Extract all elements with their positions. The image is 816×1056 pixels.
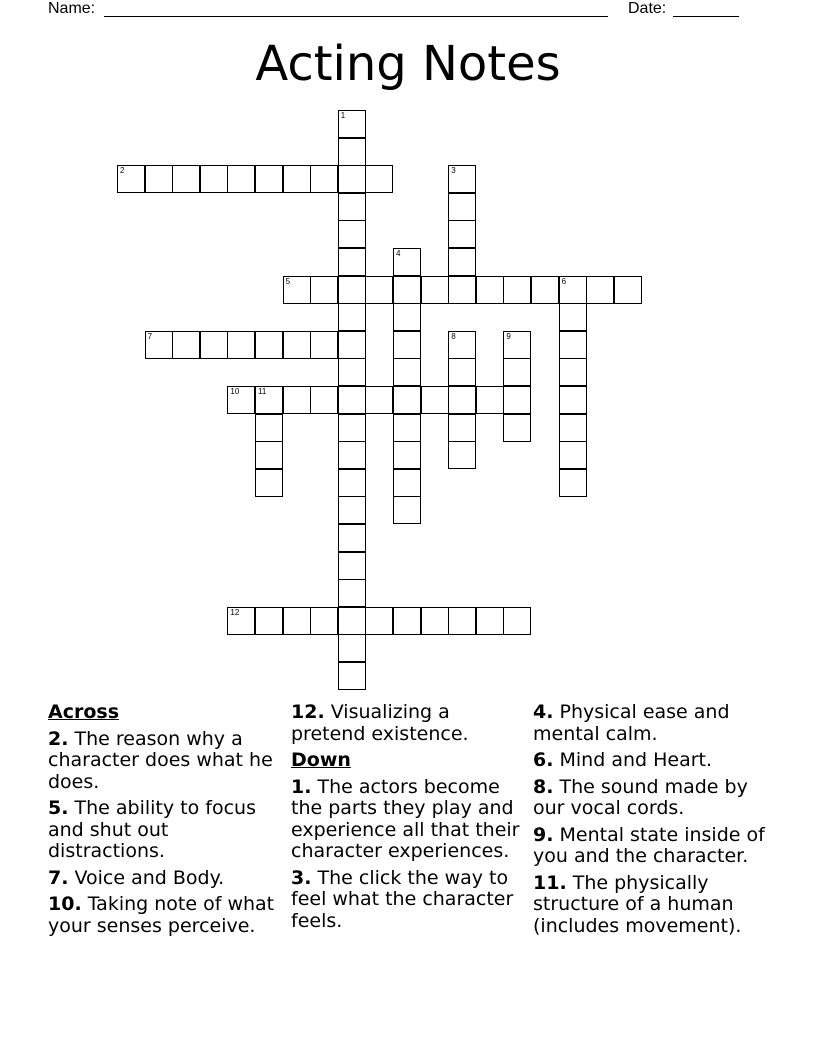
grid-cell[interactable]: [476, 607, 504, 635]
grid-cell[interactable]: [393, 441, 421, 469]
date-label: Date:: [628, 0, 667, 17]
grid-cell[interactable]: [283, 607, 311, 635]
grid-cell[interactable]: [586, 276, 614, 304]
name-label: Name:: [48, 0, 96, 17]
down-heading: Down: [291, 749, 351, 771]
grid-cell[interactable]: [476, 276, 504, 304]
grid-cell[interactable]: [503, 414, 531, 442]
clue-down-3: 3. The click the way to feel what the character feels.: [291, 866, 514, 932]
grid-cell[interactable]: [172, 165, 200, 193]
clue-across-10: 10. Taking note of what your senses perceive.: [48, 893, 275, 937]
grid-cell[interactable]: [338, 165, 366, 193]
across-heading: Across: [48, 701, 120, 723]
grid-cell[interactable]: [393, 248, 421, 276]
grid-cell[interactable]: [338, 441, 366, 469]
grid-cell[interactable]: [559, 469, 587, 497]
grid-cell[interactable]: [283, 165, 311, 193]
clue-down-8: 8. The sound made by our vocal cords.: [533, 775, 748, 819]
grid-cell[interactable]: [503, 276, 531, 304]
grid-cell[interactable]: [476, 386, 504, 414]
cell-number: 1: [340, 111, 346, 120]
grid-cell[interactable]: [503, 386, 531, 414]
clue-across-5: 5. The ability to focus and shut out distractions.: [48, 797, 256, 862]
grid-cell[interactable]: [559, 276, 587, 304]
cell-number: 12: [230, 607, 240, 617]
cell-number: 6: [561, 276, 567, 286]
grid-cell[interactable]: [200, 331, 228, 359]
grid-cell[interactable]: [559, 331, 587, 359]
grid-cell[interactable]: [559, 441, 587, 469]
grid-cell[interactable]: [283, 331, 311, 359]
grid-cell[interactable]: [503, 358, 531, 386]
grid-cell[interactable]: [559, 358, 587, 386]
grid-cell[interactable]: [310, 276, 338, 304]
grid-cell[interactable]: [393, 358, 421, 386]
grid-cell[interactable]: [338, 386, 366, 414]
cell-number: 9: [506, 331, 511, 341]
grid-cell[interactable]: [283, 386, 311, 414]
grid-cell[interactable]: [338, 358, 366, 386]
grid-cell[interactable]: [338, 496, 366, 524]
grid-cell[interactable]: [338, 276, 366, 304]
cell-number: 4: [396, 249, 401, 258]
name-field[interactable]: [104, 16, 608, 17]
cell-number: 5: [285, 276, 291, 286]
worksheet-header: [48, 0, 768, 20]
grid-cell[interactable]: [421, 607, 449, 635]
cell-number: 3: [451, 166, 456, 176]
cell-number: 8: [451, 331, 456, 341]
grid-cell[interactable]: [283, 276, 311, 304]
grid-cell[interactable]: [255, 386, 283, 414]
grid-cell[interactable]: [255, 165, 283, 193]
grid-cell[interactable]: [227, 607, 255, 635]
grid-cell[interactable]: [531, 276, 559, 304]
grid-cell[interactable]: [200, 165, 228, 193]
grid-cell[interactable]: [338, 469, 366, 497]
grid-cell[interactable]: [338, 524, 366, 552]
clue-down-4: 4. Physical ease and mental calm.: [533, 701, 730, 745]
grid-cell[interactable]: [145, 165, 173, 193]
cell-number: 2: [120, 166, 125, 176]
grid-cell[interactable]: [255, 441, 283, 469]
grid-cell[interactable]: [503, 331, 531, 359]
grid-cell[interactable]: [559, 414, 587, 442]
clue-down-1: 1. The actors become the parts they play and experience all that their character experiences.: [291, 775, 520, 862]
grid-cell[interactable]: [338, 414, 366, 442]
grid-cell[interactable]: [255, 414, 283, 442]
grid-cell[interactable]: [338, 110, 366, 138]
grid-cell[interactable]: [338, 634, 366, 662]
grid-cell[interactable]: [227, 165, 255, 193]
clues-column-1: [48, 702, 284, 942]
grid-cell[interactable]: [310, 165, 338, 193]
grid-cell[interactable]: [365, 276, 393, 304]
grid-cell[interactable]: [448, 193, 476, 221]
grid-cell[interactable]: [310, 607, 338, 635]
grid-cell[interactable]: [393, 386, 421, 414]
grid-cell[interactable]: [365, 607, 393, 635]
grid-cell[interactable]: [338, 579, 366, 607]
grid-cell[interactable]: [227, 386, 255, 414]
grid-cell[interactable]: [448, 248, 476, 276]
clues-column-3: [533, 702, 769, 942]
grid-cell[interactable]: [614, 276, 642, 304]
grid-cell[interactable]: [421, 276, 449, 304]
grid-cell[interactable]: [393, 469, 421, 497]
grid-cell[interactable]: [310, 386, 338, 414]
grid-cell[interactable]: [172, 331, 200, 359]
grid-cell[interactable]: [393, 331, 421, 359]
grid-cell[interactable]: [448, 331, 476, 359]
grid-cell[interactable]: [559, 386, 587, 414]
grid-cell[interactable]: [393, 607, 421, 635]
clue-across-7: 7. Voice and Body.: [48, 866, 225, 889]
grid-cell[interactable]: [448, 165, 476, 193]
grid-cell[interactable]: [393, 303, 421, 331]
grid-cell[interactable]: [338, 303, 366, 331]
grid-cell[interactable]: [559, 303, 587, 331]
cell-number: 11: [258, 387, 267, 396]
grid-cell[interactable]: [255, 331, 283, 359]
grid-cell[interactable]: [145, 331, 173, 359]
grid-cell[interactable]: [227, 331, 255, 359]
clues-column-2: [291, 702, 527, 937]
grid-cell[interactable]: [310, 331, 338, 359]
grid-cell[interactable]: [448, 414, 476, 442]
grid-cell[interactable]: [448, 276, 476, 304]
grid-cell[interactable]: [338, 607, 366, 635]
cell-number: 10: [230, 387, 240, 396]
grid-cell[interactable]: [117, 165, 145, 193]
grid-cell[interactable]: [503, 607, 531, 635]
grid-cell[interactable]: [448, 386, 476, 414]
grid-cell[interactable]: [338, 248, 366, 276]
grid-cell[interactable]: [393, 276, 421, 304]
grid-cell[interactable]: [255, 469, 283, 497]
grid-cell[interactable]: [393, 496, 421, 524]
grid-cell[interactable]: [365, 386, 393, 414]
grid-cell[interactable]: [255, 607, 283, 635]
cell-number: 7: [147, 331, 153, 341]
grid-cell[interactable]: [338, 331, 366, 359]
grid-cell[interactable]: [421, 386, 449, 414]
grid-cell[interactable]: [448, 441, 476, 469]
clue-down-6: 6. Mind and Heart.: [533, 749, 713, 771]
grid-cell[interactable]: [338, 552, 366, 580]
date-field[interactable]: [673, 16, 739, 17]
clue-across-2: 2. The reason why a character does what he does.: [48, 727, 273, 793]
clue-across-12: 12. Visualizing a pretend existence.: [291, 701, 469, 745]
grid-cell[interactable]: [448, 607, 476, 635]
grid-cell[interactable]: [448, 358, 476, 386]
grid-cell[interactable]: [365, 165, 393, 193]
grid-cell[interactable]: [338, 138, 366, 166]
grid-cell[interactable]: [338, 220, 366, 248]
grid-cell[interactable]: [338, 662, 366, 690]
grid-cell[interactable]: [448, 220, 476, 248]
clue-down-9: 9. Mental state inside of you and the character.: [533, 823, 765, 867]
grid-cell[interactable]: [338, 193, 366, 221]
grid-cell[interactable]: [393, 414, 421, 442]
clue-down-11: 11. The physically structure of a human (includes movement).: [533, 871, 742, 937]
page-title: Acting Notes: [255, 36, 561, 92]
